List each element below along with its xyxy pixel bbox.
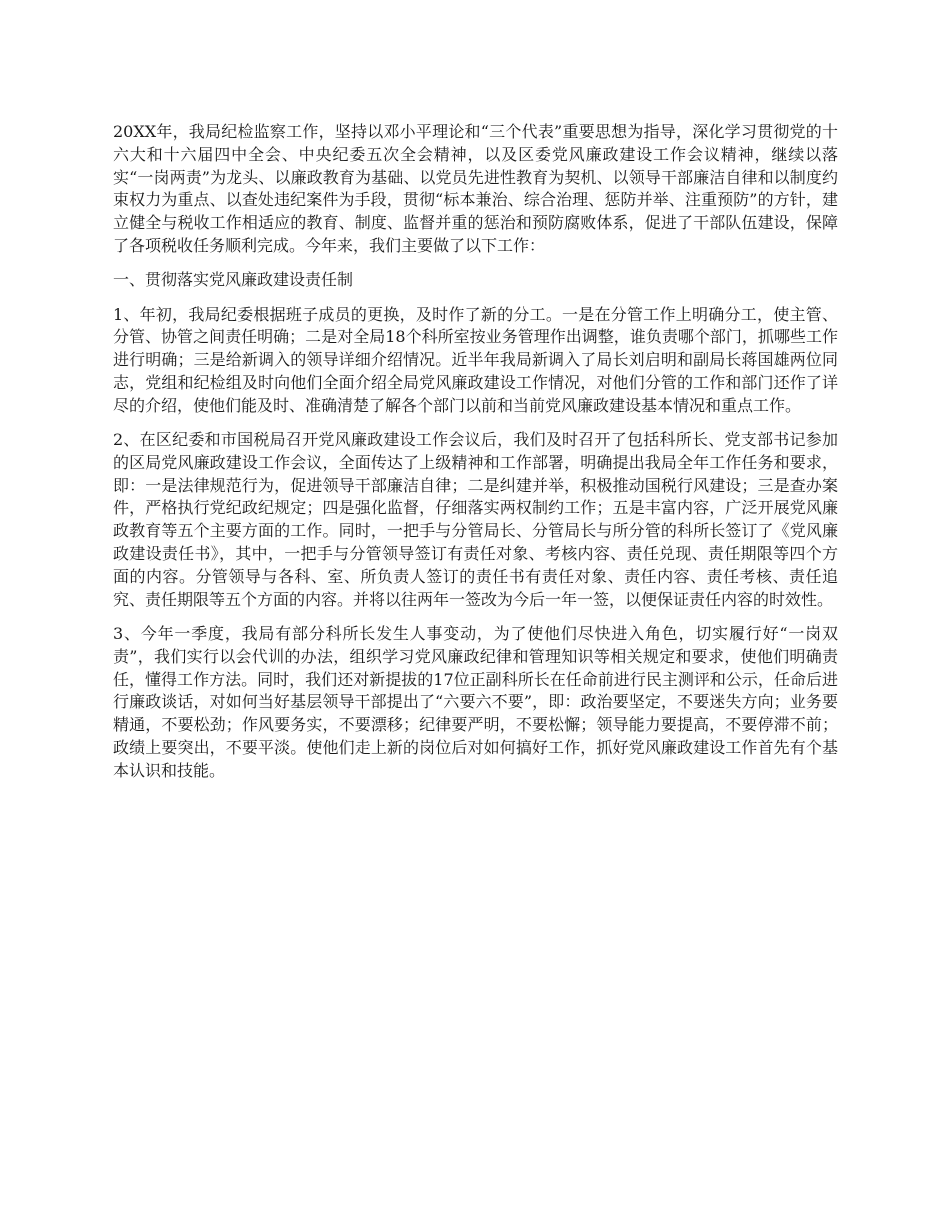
paragraph-item-1: 1、年初，我局纪委根据班子成员的更换，及时作了新的分工。一是在分管工作上明确分工，使主管、分管、协管之间责任明确；二是对全局18个科所室按业务管理作出调整，谁负责哪个部门，抓哪些工作进行明确；三是给新调入的领导详细介绍情况。近半年我局新调入了局长刘启明和副局长蒋国雄两位同志，党组和纪检组及时向他们全面介绍全局党风廉政建设工作情况，对他们分管的工作和部门还作了详尽的介绍，使他们能及时、准确清楚了解各个部门以前和当前党风廉政建设基本情况和重点工作。 (113, 304, 838, 415)
intro-paragraph: 20XX年，我局纪检监察工作，坚持以邓小平理论和“三个代表”重要思想为指导，深化学习贯彻党的十六大和十六届四中全会、中央纪委五次全会精神，以及区委党风廉政建设工作会议精神，继续以落实“一岗两责”为龙头、以廉政教育为基础、以党员先进性教育为契机、以领导干部廉洁自律和以制度约束权力为重点、以查处违纪案件为手段，贯彻“标本兼治、综合治理、惩防并举、注重预防”的方针，建立健全与税收工作相适应的教育、制度、监督并重的惩治和预防腐败体系，促进了干部队伍建设，保障了各项税收任务顺利完成。今年来，我们主要做了以下工作： (113, 122, 838, 255)
document-body (113, 121, 838, 794)
paragraph-item-3: 3、今年一季度，我局有部分科所长发生人事变动，为了使他们尽快进入角色，切实履行好“一岗双责”，我们实行以会代训的办法，组织学习党风廉政纪律和管理知识等相关规定和要求，使他们明确责任，懂得工作方法。同时，我们还对新提拔的17位正副科所长在任命前进行民主测评和公示，任命后进行廉政谈话，对如何当好基层领导干部提出了“六要六不要”，即：政治要坚定，不要迷失方向；业务要精通，不要松劲；作风要务实，不要漂移；纪律要严明，不要松懈；领导能力要提高，不要停滞不前；政绩上要突出，不要平淡。使他们走上新的岗位后对如何搞好工作，抓好党风廉政建设工作首先有个基本认识和技能。 (113, 623, 838, 780)
section-heading: 一、贯彻落实党风廉政建设责任制 (113, 270, 354, 290)
paragraph-item-2: 2、在区纪委和市国税局召开党风廉政建设工作会议后，我们及时召开了包括科所长、党支部书记参加的区局党风廉政建设工作会议，全面传达了上级精神和工作部署，明确提出我局全年工作任务和要求，即：一是法律规范行为，促进领导干部廉洁自律；二是纠建并举，积极推动国税行风建设；三是查办案件，严格执行党纪政纪规定；四是强化监督，仔细落实两权制约工作；五是丰富内容，广泛开展党风廉政教育等五个主要方面的工作。同时，一把手与分管局长、分管局长与所分管的科所长签订了《党风廉政建设责任书》，其中，一把手与分管领导签订有责任对象、考核内容、责任兑现、责任期限等四个方面的内容。分管领导与各科、室、所负责人签订的责任书有责任对象、责任内容、责任考核、责任追究、责任期限等五个方面的内容。并将以往两年一签改为今后一年一签，以便保证责任内容的时效性。 (113, 430, 838, 609)
